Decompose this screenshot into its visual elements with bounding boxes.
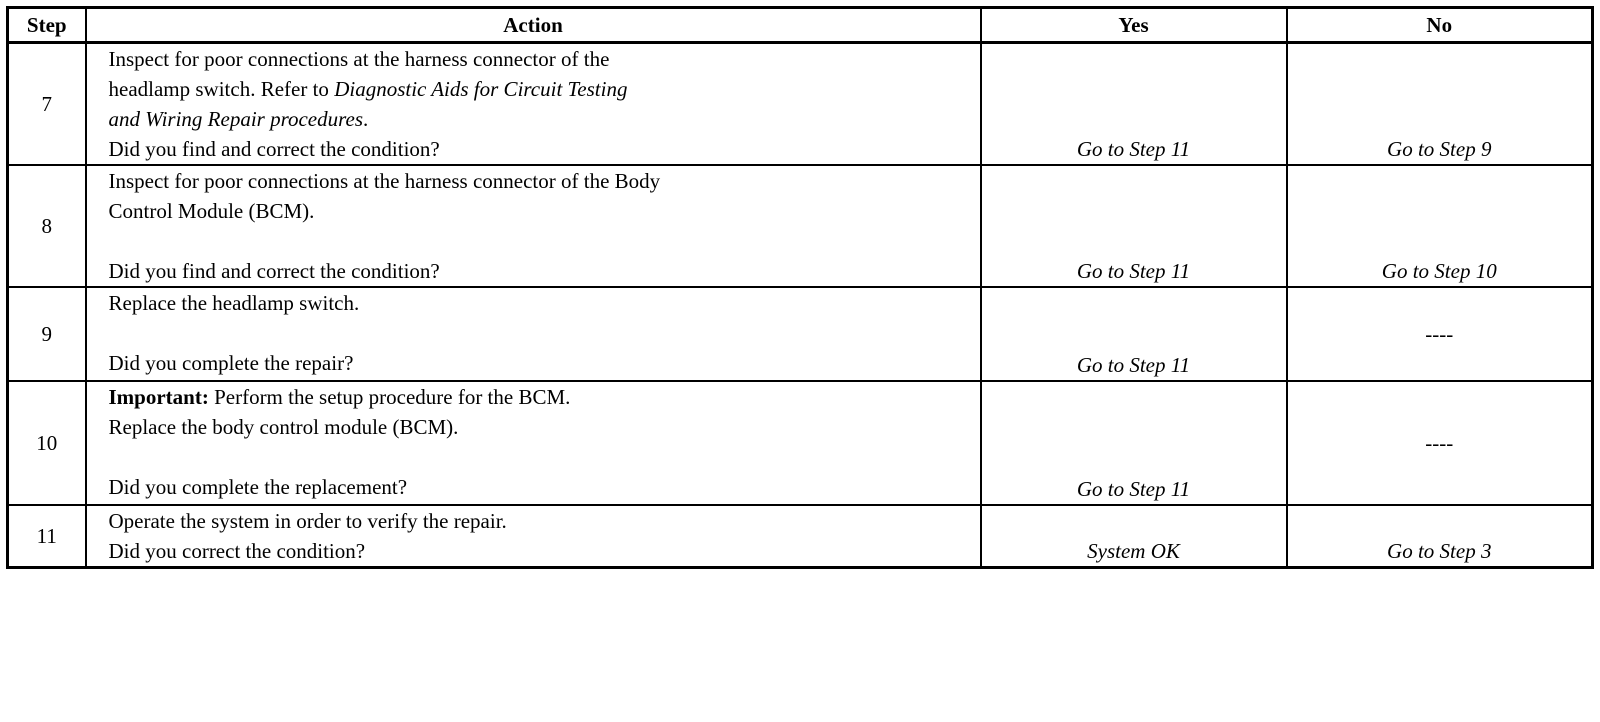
header-action: Action: [86, 8, 981, 43]
yes-cell: [981, 505, 1287, 568]
no-result: Go to Step 9: [1387, 137, 1492, 161]
action-text: [109, 382, 980, 412]
action-text: [109, 74, 980, 104]
yes-result: Go to Step 11: [1076, 477, 1191, 501]
action-question: Did you correct the condition?: [108, 539, 366, 563]
header-no: No: [1287, 8, 1593, 43]
action-cell: [86, 165, 981, 287]
no-cell: [1287, 381, 1593, 505]
no-result: Go to Step 3: [1387, 539, 1492, 563]
yes-cell: [981, 165, 1287, 287]
action-question: Did you find and correct the condition?: [108, 137, 440, 161]
no-result: ----: [1425, 431, 1454, 455]
diagnostic-table: [6, 6, 1594, 569]
table-row: [8, 165, 1593, 287]
yes-result: System OK: [1087, 539, 1180, 563]
yes-cell: [981, 381, 1287, 505]
action-cell: [86, 381, 981, 505]
action-text: Replace the headlamp switch.: [108, 291, 360, 315]
step-number: 11: [8, 505, 86, 568]
spacer: [109, 226, 980, 256]
header-row: [8, 8, 1593, 43]
action-text: Control Module (BCM).: [108, 199, 315, 223]
spacer: [109, 442, 980, 472]
spacer: [109, 318, 980, 348]
no-cell: [1287, 165, 1593, 287]
table-row: [8, 43, 1593, 166]
action-cell: [86, 287, 981, 381]
yes-result: Go to Step 11: [1076, 353, 1191, 377]
step-number: 7: [8, 43, 86, 166]
yes-result: Go to Step 11: [1076, 259, 1191, 283]
action-text: Operate the system in order to verify the repair.: [108, 509, 507, 533]
action-cell: [86, 43, 981, 166]
action-question: Did you complete the repair?: [108, 351, 354, 375]
no-cell: [1287, 287, 1593, 381]
action-text: Replace the body control module (BCM).: [108, 415, 459, 439]
action-cell: [86, 505, 981, 568]
yes-cell: [981, 287, 1287, 381]
step-number: 10: [8, 381, 86, 505]
action-text-plain: headlamp switch. Refer to: [108, 77, 335, 101]
reference-link: Diagnostic Aids for Circuit Testing: [334, 77, 628, 101]
important-text: Perform the setup procedure for the BCM.: [208, 385, 571, 409]
no-cell: [1287, 505, 1593, 568]
table-row: [8, 287, 1593, 381]
reference-link: and Wiring Repair procedures: [108, 107, 364, 131]
action-question: Did you find and correct the condition?: [108, 259, 440, 283]
header-yes: Yes: [981, 8, 1287, 43]
action-text-plain: .: [363, 107, 369, 131]
action-question: Did you complete the replacement?: [108, 475, 408, 499]
step-number: 8: [8, 165, 86, 287]
important-label: Important:: [108, 385, 209, 409]
no-result: ----: [1425, 322, 1454, 346]
action-text: Inspect for poor connections at the harness connector of the: [108, 47, 610, 71]
action-text: Inspect for poor connections at the harness connector of the Body: [108, 169, 661, 193]
table-row: [8, 381, 1593, 505]
action-text: [109, 104, 980, 134]
step-number: 9: [8, 287, 86, 381]
no-cell: [1287, 43, 1593, 166]
table-row: [8, 505, 1593, 568]
header-step: Step: [8, 8, 86, 43]
yes-result: Go to Step 11: [1076, 137, 1191, 161]
yes-cell: [981, 43, 1287, 166]
no-result: Go to Step 10: [1381, 259, 1497, 283]
